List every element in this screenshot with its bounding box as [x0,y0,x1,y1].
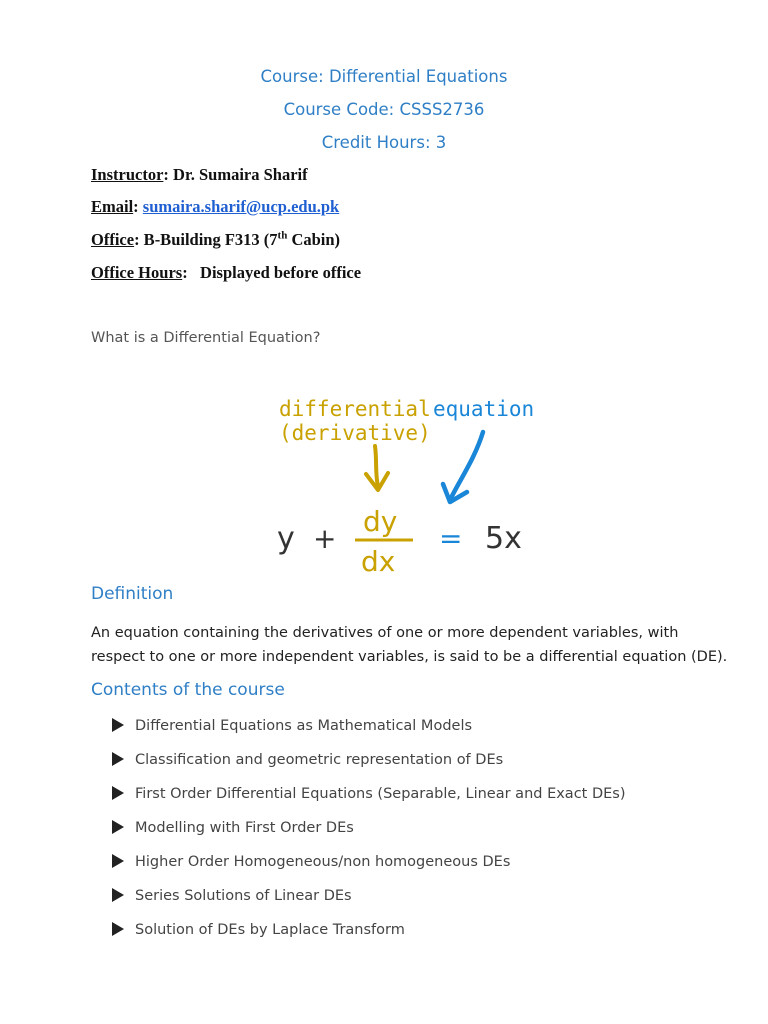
list-item-text: Series Solutions of Linear DEs [135,888,352,904]
office-value-end: Cabin) [287,230,341,249]
triangle-bullet-icon [112,854,124,868]
office-line [91,230,340,250]
list-item-text: Classification and geometric representation of DEs [135,752,504,768]
course-title: Course: Differential Equations [260,67,508,86]
eq-numerator: dy [363,505,398,538]
definition-text: An equation containing the derivatives of one or more dependent variables, with respect to one or more independent variables, is said to be a differential equation (DE). [91,625,728,665]
office-hours-line [91,263,361,283]
instructor-line [91,165,308,185]
email-label: Email [91,197,134,216]
triangle-bullet-icon [112,718,124,732]
email-line [91,197,339,217]
triangle-bullet-icon [112,752,124,766]
office-hours-value: : Displayed before office [182,263,362,282]
list-item-text: Differential Equations as Mathematical Models [135,718,473,734]
question-text: What is a Differential Equation? [91,330,321,346]
list-item [112,920,626,954]
triangle-bullet-icon [112,786,124,800]
list-item [112,716,626,750]
course-code: Course Code: CSSS2736 [283,100,485,119]
blue-arrow-shaft [451,432,483,498]
email-separator: : [133,197,143,216]
office-hours-label: Office Hours [91,263,183,282]
office-label: Office [91,230,135,249]
list-item [112,784,626,818]
label-equation: equation [433,397,535,421]
differential-equation-figure [265,388,555,578]
triangle-bullet-icon [112,888,124,902]
credit-hours: Credit Hours: 3 [321,133,447,152]
triangle-bullet-icon [112,922,124,936]
eq-denominator: dx [361,545,396,578]
label-differential: differential [279,397,431,421]
list-item [112,818,626,852]
label-derivative: (derivative) [279,421,431,445]
office-value: : B-Building F313 (7 [134,230,278,249]
contents-list [112,716,626,954]
list-item-text: First Order Differential Equations (Separable, Linear and Exact DEs) [135,786,626,802]
list-item-text: Modelling with First Order DEs [135,820,354,836]
eq-y: y [277,521,295,556]
instructor-label: Instructor [91,165,164,184]
instructor-value: : Dr. Sumaira Sharif [163,165,308,184]
eq-rhs: 5x [485,521,522,556]
list-item [112,886,626,920]
office-superscript: th [277,229,288,242]
list-item-text: Higher Order Homogeneous/non homogeneous DEs [135,854,511,870]
eq-plus: + [313,522,337,555]
list-item [112,852,626,886]
email-link[interactable]: sumaira.sharif@ucp.edu.pk [142,197,340,216]
list-item-text: Solution of DEs by Laplace Transform [135,922,405,938]
eq-equals: = [439,522,463,555]
gold-arrow-shaft [375,446,378,486]
definition-heading: Definition [91,584,174,604]
list-item [112,750,626,784]
triangle-bullet-icon [112,820,124,834]
contents-heading: Contents of the course [91,680,285,700]
